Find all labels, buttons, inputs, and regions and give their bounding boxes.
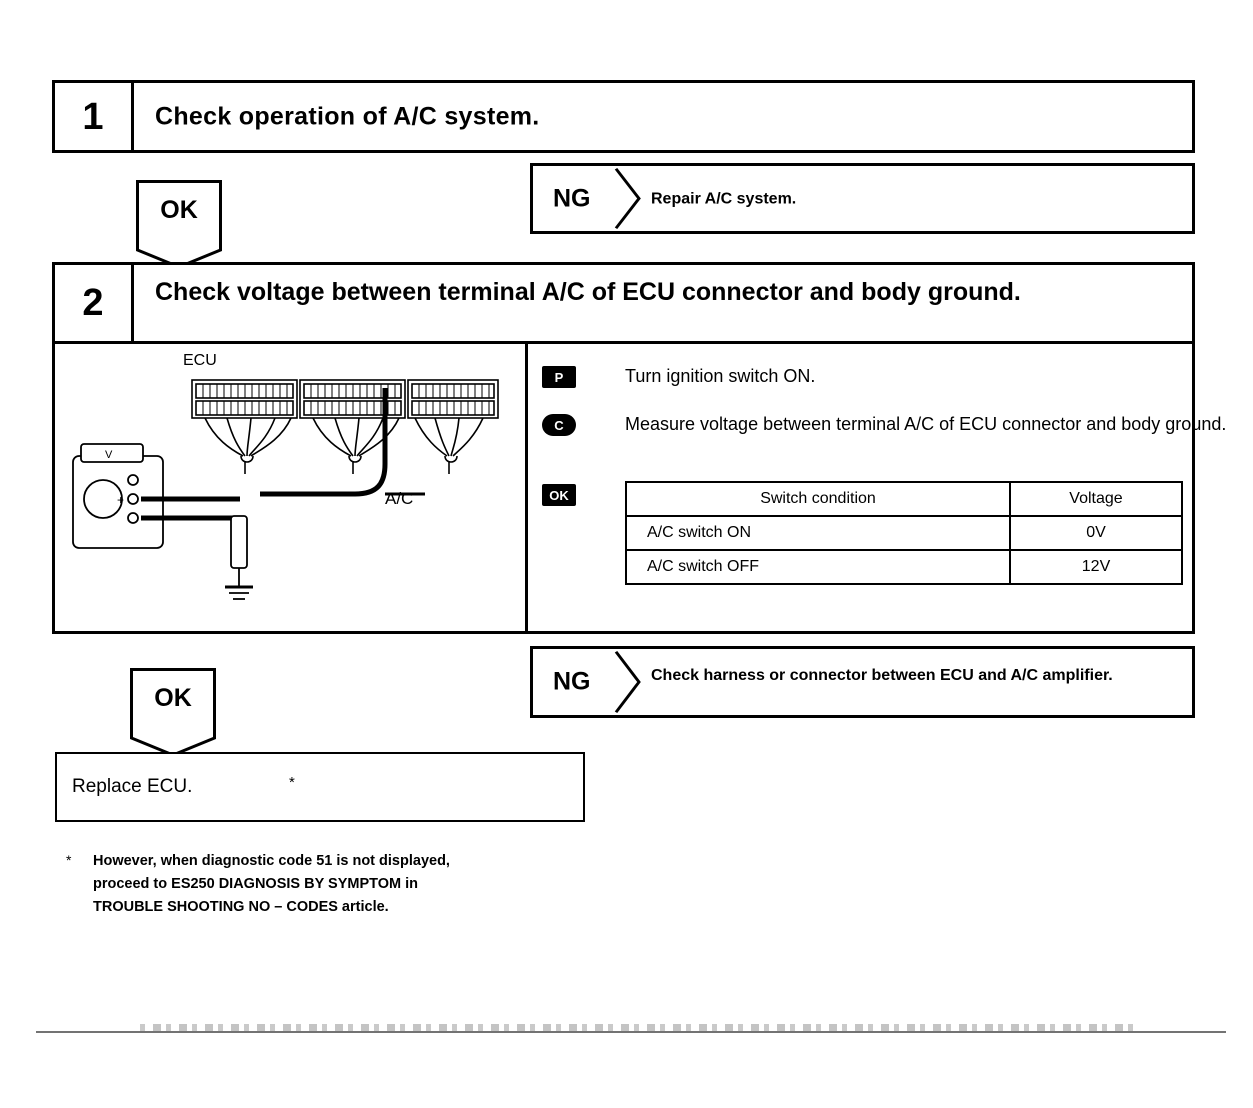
footnote-block xyxy=(93,850,653,920)
ng-chevron-icon-1 xyxy=(613,166,643,231)
footnote-line-3: TROUBLE SHOOTING NO – CODES article. xyxy=(93,899,389,916)
ng-text-step-1: Repair A/C system. xyxy=(651,189,797,207)
step-2-box xyxy=(52,262,1227,634)
procedure-badge-p: P xyxy=(542,366,576,388)
ng-text-step-2: Check harness or connector between ECU and A/C amplifier. xyxy=(651,667,1113,684)
cell-voltage-off: 12V xyxy=(1010,550,1182,584)
ng-label-step-1: NG xyxy=(553,184,591,212)
svg-text:+: + xyxy=(117,493,125,507)
footnote-line-1: However, when diagnostic code 51 is not displayed, xyxy=(93,853,450,869)
step-1-title: Check operation of A/C system. xyxy=(155,102,540,130)
measurement-illustration xyxy=(55,344,525,634)
ok-label-step-2: OK xyxy=(154,684,192,712)
cell-condition-off: A/C switch OFF xyxy=(626,550,1010,584)
table-row xyxy=(626,550,1182,584)
ng-label-step-2: NG xyxy=(553,667,591,696)
ng-box-step-1 xyxy=(530,163,1195,234)
ok-label-step-1: OK xyxy=(160,196,198,224)
procedure-badge-ok: OK xyxy=(542,484,576,506)
procedure-text-1: Turn ignition switch ON. xyxy=(625,366,816,386)
table-row xyxy=(626,516,1182,550)
ok-arrow-step-1 xyxy=(136,180,222,242)
footnote-marker: * xyxy=(66,852,72,868)
step-2-number-cell xyxy=(55,265,134,341)
table-header-row xyxy=(626,482,1182,516)
ecu-label: ECU xyxy=(183,352,217,369)
ac-terminal-label: A/C xyxy=(385,489,414,508)
step-2-body xyxy=(55,344,1227,634)
step-2-column-divider xyxy=(525,344,528,634)
step-1-box xyxy=(52,80,1195,153)
footnote-line-2: proceed to ES250 DIAGNOSIS BY SYMPTOM in xyxy=(93,876,418,893)
step-2-header xyxy=(55,265,1192,344)
ok-arrow-step-2 xyxy=(130,668,216,730)
column-header-voltage: Voltage xyxy=(1010,482,1182,516)
ng-box-step-2 xyxy=(530,646,1195,718)
cell-voltage-on: 0V xyxy=(1010,516,1182,550)
procedure-text-2: Measure voltage between terminal A/C of ECU connector and body ground. xyxy=(625,414,1227,434)
step-1-number-cell xyxy=(55,83,134,150)
page-bottom-rule xyxy=(36,1031,1226,1033)
page-bottom-smudge xyxy=(140,1024,1140,1031)
svg-text:V: V xyxy=(105,449,113,461)
result-table xyxy=(625,481,1183,585)
replace-ecu-box xyxy=(55,752,585,822)
replace-ecu-text: Replace ECU. xyxy=(72,776,193,797)
cell-condition-on: A/C switch ON xyxy=(626,516,1010,550)
replace-ecu-asterisk: * xyxy=(289,774,295,791)
column-header-switch-condition: Switch condition xyxy=(626,482,1010,516)
step-2-number: 2 xyxy=(82,282,104,324)
step-2-title: Check voltage between terminal A/C of ECU connector and body ground. xyxy=(155,278,1021,306)
wiring-illustration-svg xyxy=(55,344,525,634)
step-1-number: 1 xyxy=(82,95,104,138)
ng-chevron-icon-2 xyxy=(613,649,643,715)
procedure-badge-c: C xyxy=(542,414,576,436)
